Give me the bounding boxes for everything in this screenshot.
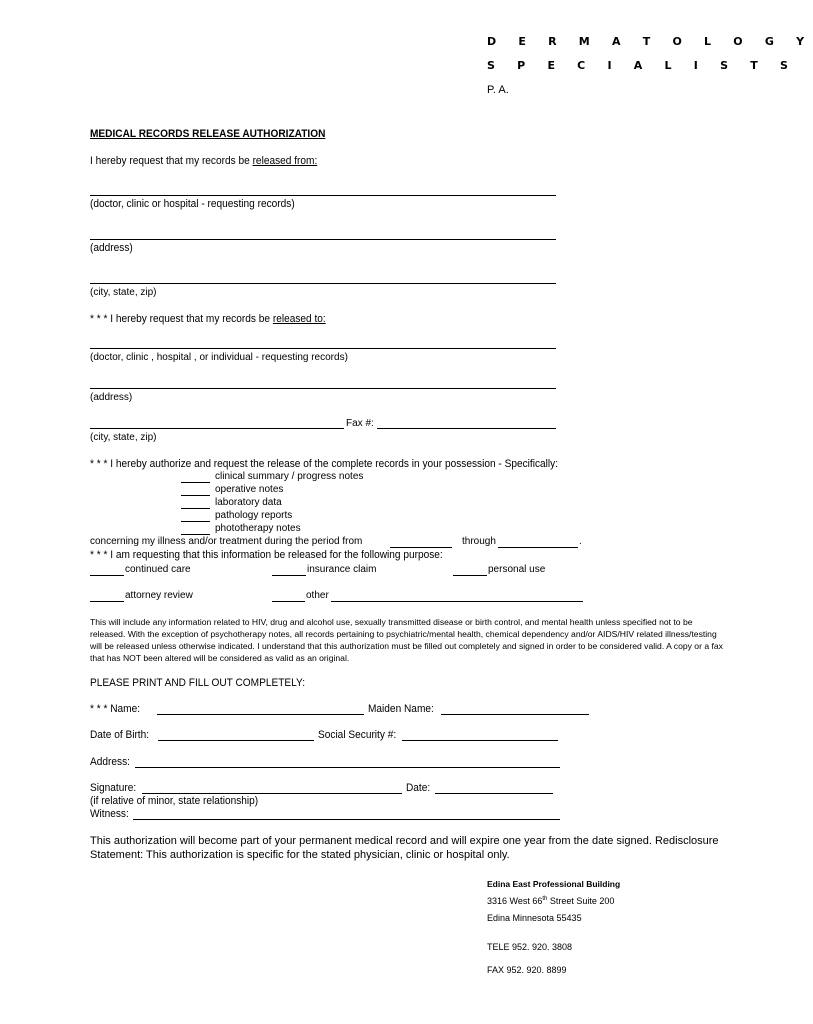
purpose-check-4[interactable] [272, 601, 305, 602]
practice-name-line3: P. A. [487, 84, 509, 96]
purpose-1: insurance claim [307, 564, 377, 575]
street-suffix: Street Suite 200 [547, 896, 615, 906]
date-field[interactable] [435, 793, 553, 794]
to-city-label: (city, state, zip) [90, 432, 157, 443]
to-address-label: (address) [90, 392, 133, 403]
witness-field[interactable] [133, 819, 560, 820]
dob-label: Date of Birth: [90, 729, 150, 741]
disclosure-paragraph: This will include any information related to HIV, drug and alcohol use, sexually transmitted disease or birth control, and mental health unless specified not to be released. With the exception of psychotherapy notes, all records pertaining to psychiatric/mental health, chemical dependency and/or AIDS/HIV related illness/testing will be released unless otherwise indicated. I understand that this authorization must be filled out completely and signed in order to be considered valid. A copy or a fax that has NOT been altered will be considered as valid as an original. [90, 617, 723, 663]
relative-note: (if relative of minor, state relationship) [90, 795, 259, 807]
street-prefix: 3316 West 66 [487, 896, 543, 906]
from-city-field[interactable] [90, 283, 556, 284]
record-check-0[interactable] [181, 482, 210, 483]
ssn-label: Social Security #: [318, 729, 397, 741]
to-doctor-field[interactable] [90, 348, 556, 349]
fax-label: Fax #: [346, 418, 374, 429]
tele-line: TELE 952. 920. 3808 [487, 942, 573, 952]
record-type-0: clinical summary / progress notes [215, 471, 364, 482]
expiry-statement: This authorization will become part of your permanent medical record and will expire one year from the date signed. Redisclosure Statement: This authorization is specific for the stated physician, clinic or hospital only. [90, 835, 719, 861]
from-city-label: (city, state, zip) [90, 287, 157, 298]
purpose-check-3[interactable] [90, 601, 124, 602]
period-start-field[interactable] [390, 547, 452, 548]
street-sup: th [542, 896, 548, 902]
record-type-3: pathology reports [215, 510, 293, 521]
purpose-heading: * * * I am requesting that this information be released for the following purpose: [90, 549, 443, 561]
period-end-field[interactable] [498, 547, 578, 548]
authorize-heading: * * * I hereby authorize and request the release of the complete records in your possession - Specifically: [90, 458, 559, 470]
record-check-2[interactable] [181, 508, 210, 509]
released-from-underlined: released from: [252, 155, 318, 167]
ssn-field[interactable] [402, 740, 558, 741]
to-address-field[interactable] [90, 388, 556, 389]
purpose-2: personal use [488, 564, 546, 575]
purpose-0: continued care [125, 564, 191, 575]
maiden-name-label: Maiden Name: [368, 703, 434, 715]
record-type-2: laboratory data [215, 497, 282, 508]
witness-label: Witness: [90, 808, 129, 820]
address-field[interactable] [135, 767, 560, 768]
print-heading: PLEASE PRINT AND FILL OUT COMPLETELY: [90, 677, 306, 689]
record-check-1[interactable] [181, 495, 210, 496]
dob-field[interactable] [158, 740, 314, 741]
released-to-heading [90, 313, 326, 325]
city-line: Edina Minnesota 55435 [487, 913, 582, 923]
address-label: Address: [90, 756, 130, 768]
period-end-dot: . [579, 536, 582, 547]
purpose-4: other [306, 590, 329, 601]
released-from-prefix: I hereby request that my records be [90, 155, 253, 167]
released-to-underlined: released to: [272, 313, 326, 325]
record-type-1: operative notes [215, 484, 284, 495]
maiden-name-field[interactable] [441, 714, 589, 715]
from-address-field[interactable] [90, 239, 556, 240]
from-address-label: (address) [90, 242, 133, 254]
from-doctor-label: (doctor, clinic or hospital - requesting records) [90, 198, 295, 210]
date-label: Date: [406, 782, 431, 794]
period-text: concerning my illness and/or treatment during the period from [90, 536, 363, 547]
purpose-check-0[interactable] [90, 575, 124, 576]
released-from-heading [90, 155, 317, 167]
to-doctor-label: (doctor, clinic , hospital , or individual - requesting records) [90, 352, 348, 363]
practice-name-line1: D E R M A T O L O G Y [487, 35, 813, 48]
fax-line: FAX 952. 920. 8899 [487, 965, 567, 975]
street-address [487, 896, 614, 906]
fax-field[interactable] [377, 428, 556, 429]
through-label: through [462, 536, 496, 547]
from-doctor-field[interactable] [90, 195, 556, 196]
name-label: * * * Name: [90, 703, 141, 715]
to-city-field[interactable] [90, 428, 344, 429]
practice-name-line2: S P E C I A L I S T S [487, 59, 798, 72]
purpose-3: attorney review [125, 590, 193, 601]
record-type-4: phototherapy notes [215, 523, 301, 534]
signature-field[interactable] [142, 793, 402, 794]
name-field[interactable] [157, 714, 364, 715]
signature-label: Signature: [90, 782, 137, 794]
released-to-prefix: * * * I hereby request that my records be [90, 313, 273, 325]
other-purpose-field[interactable] [331, 601, 583, 602]
purpose-check-2[interactable] [453, 575, 487, 576]
record-check-4[interactable] [181, 534, 210, 535]
building-name: Edina East Professional Building [487, 879, 621, 889]
form-title: MEDICAL RECORDS RELEASE AUTHORIZATION [90, 128, 326, 140]
purpose-check-1[interactable] [272, 575, 306, 576]
record-check-3[interactable] [181, 521, 210, 522]
